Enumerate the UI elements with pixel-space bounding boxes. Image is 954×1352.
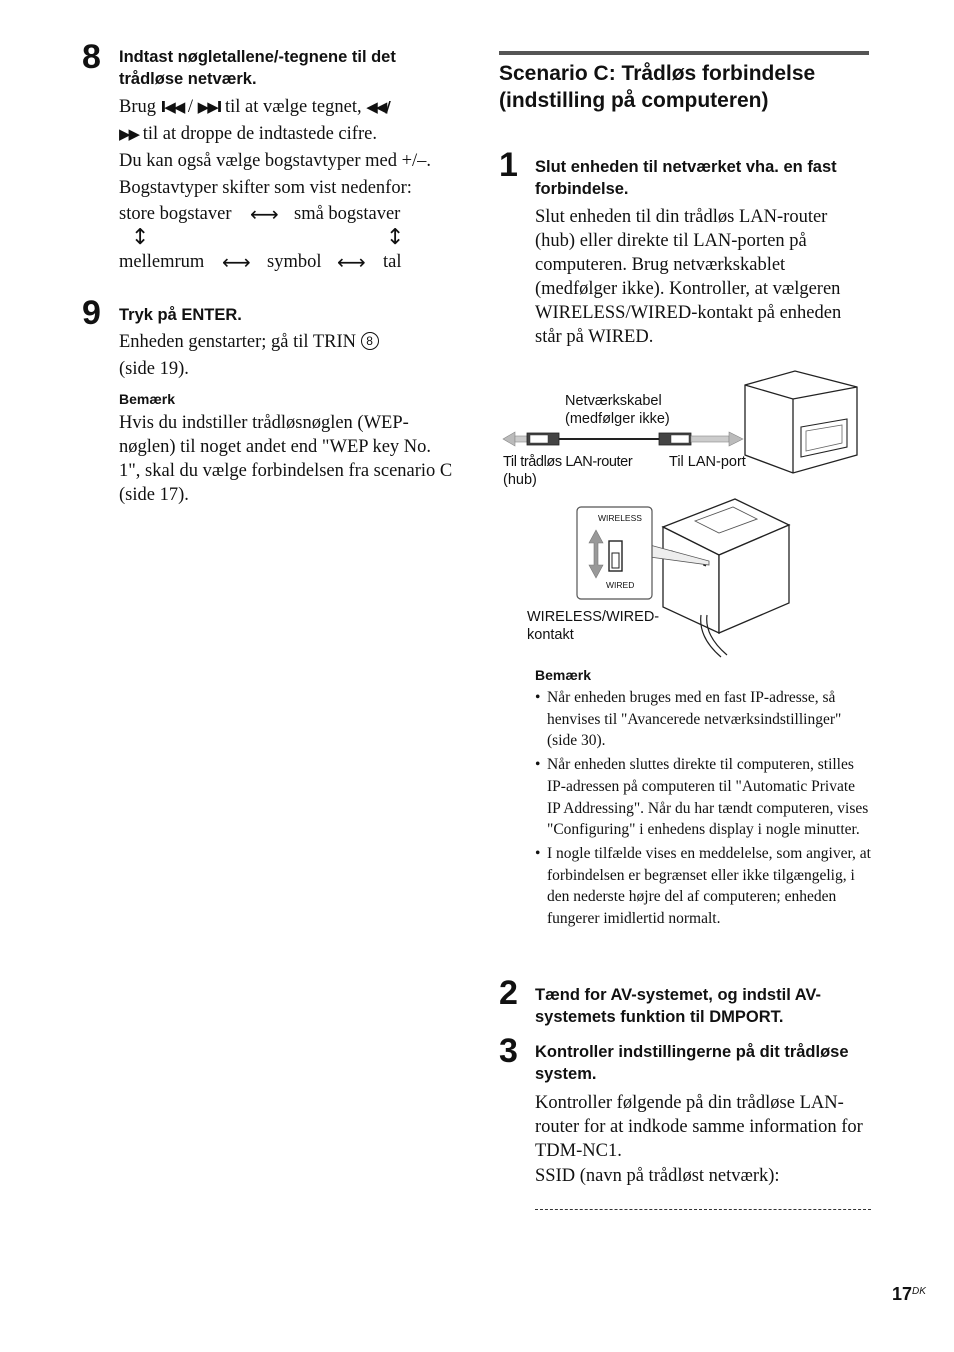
cycle-varrow-right-icon: ↕ — [386, 225, 405, 250]
step-9-number: 9 — [82, 294, 101, 332]
switch-label: WIRELESS/WIRED- kontakt — [527, 609, 660, 643]
cycle-harrow-icon: ⟷ — [337, 250, 366, 274]
rewind-icon: ◀◀/ — [366, 98, 389, 116]
left-note-heading: Bemærk — [119, 391, 176, 407]
prev-track-icon: I◀◀ — [160, 98, 184, 116]
switch-wireless-label: WIRELESS — [598, 513, 642, 523]
cycle-upper: store bogstaver — [119, 204, 232, 224]
ssid-blank-line — [535, 1209, 871, 1210]
next-track-icon: ▶▶I — [197, 98, 221, 116]
list-item: • I nogle tilfælde vises en meddelelse, som angiver, at forbindelsen er begrænset eller ikke tilgængelig, i den nederste højre del af computeren; enheden fungerer imidlertid normalt. — [535, 843, 871, 930]
step-1-number: 1 — [499, 146, 518, 184]
right-note-heading: Bemærk — [535, 667, 592, 683]
left-note-text: Hvis du indstiller trådløsnøglen (WEP-nøglen) til noget andet end "WEP key No. 1", skal du vælge forbindelsen fra scenario C (side 17). — [119, 413, 453, 505]
cycle-symbol: symbol — [267, 252, 322, 272]
step-3-text: Kontroller følgende på din trådløse LAN-router for at indkode samme information for TDM-NC1. — [535, 1093, 863, 1161]
step-1-heading: Slut enheden til netværket vha. en fast forbindelse. — [535, 158, 837, 198]
step-8-line3: Du kan også vælge bogstavtyper med +/–. — [119, 151, 432, 171]
fast-forward-icon: ▶▶ — [119, 125, 139, 143]
page-number: $17^{DK}$ — [892, 1284, 926, 1304]
step-3-number: 3 — [499, 1032, 518, 1070]
network-cable-illustration — [503, 432, 743, 446]
section-title: Scenario C: Trådløs forbindelse (indstilling på computeren) — [499, 62, 816, 112]
step-2-number: 2 — [499, 974, 518, 1012]
ssid-label: SSID (navn på trådløst netværk): — [535, 1166, 780, 1186]
step-3-heading: Kontroller indstillingerne på dit trådløse system. — [535, 1043, 849, 1083]
switch-wired-label: WIRED — [606, 580, 635, 590]
step-8-body: Brug I◀◀ / ▶▶I til at vælge tegnet, ◀◀/ ▶▶ til at droppe de indtastede cifre. Du kan også vælge bogstavtyper med +/–. Bogstavtyper skifter som vist nedenfor: — [119, 95, 459, 203]
step-2-heading: Tænd for AV-systemet, og indstil AV-systemets funktion til DMPORT. — [535, 986, 822, 1026]
cycle-harrow-icon: ⟷ — [222, 250, 251, 274]
step-9-heading: Tryk på ENTER. — [119, 306, 242, 324]
step-9-body: Enheden genstarter; gå til TRIN 8 (side 19). — [119, 330, 459, 384]
list-item: • Når enheden sluttes direkte til computeren, stilles IP-adressen på computeren til "Automatic Private IP Addressing". Når du har tændt computeren, vises "Configuring" i enhedens display i nogle minutter. — [535, 754, 871, 841]
step-1-text: Slut enheden til din trådløs LAN-router (hub) eller direkte til LAN-porten på computeren. Brug netværkskablet (medfølger ikke). Kontroller, at vælgeren WIRELESS/WIRED-kontakt på enheden står på WIRED. — [535, 207, 842, 347]
router-label: Til trådløs LAN-router (hub) — [503, 454, 633, 488]
cycle-harrow-icon: ⟷ — [250, 202, 279, 226]
page-suffix: DK — [912, 1286, 926, 1297]
step-8-line4: Bogstavtyper skifter som vist nedenfor: — [119, 178, 412, 198]
cycle-space: mellemrum — [119, 252, 205, 272]
computer-illustration — [745, 371, 857, 473]
circled-step-number: 8 — [361, 332, 379, 350]
cycle-number: tal — [383, 252, 402, 272]
step-8-number: 8 — [82, 38, 101, 76]
list-item: • Når enheden bruges med en fast IP-adresse, så henvises til "Avancerede netværksindstillinger" (side 30). — [535, 687, 871, 752]
lan-port-label: Til LAN-port — [669, 454, 746, 470]
section-rule — [499, 51, 869, 55]
unit-illustration — [663, 499, 789, 657]
cable-label: Netværkskabel (medfølger ikke) — [565, 393, 670, 427]
step-8-heading: Indtast nøgletallene/-tegnene til det trådløse netværk. — [119, 48, 396, 88]
cycle-lower: små bogstaver — [294, 204, 401, 224]
cycle-varrow-left-icon: ↕ — [131, 225, 150, 250]
right-note-list — [535, 687, 871, 932]
